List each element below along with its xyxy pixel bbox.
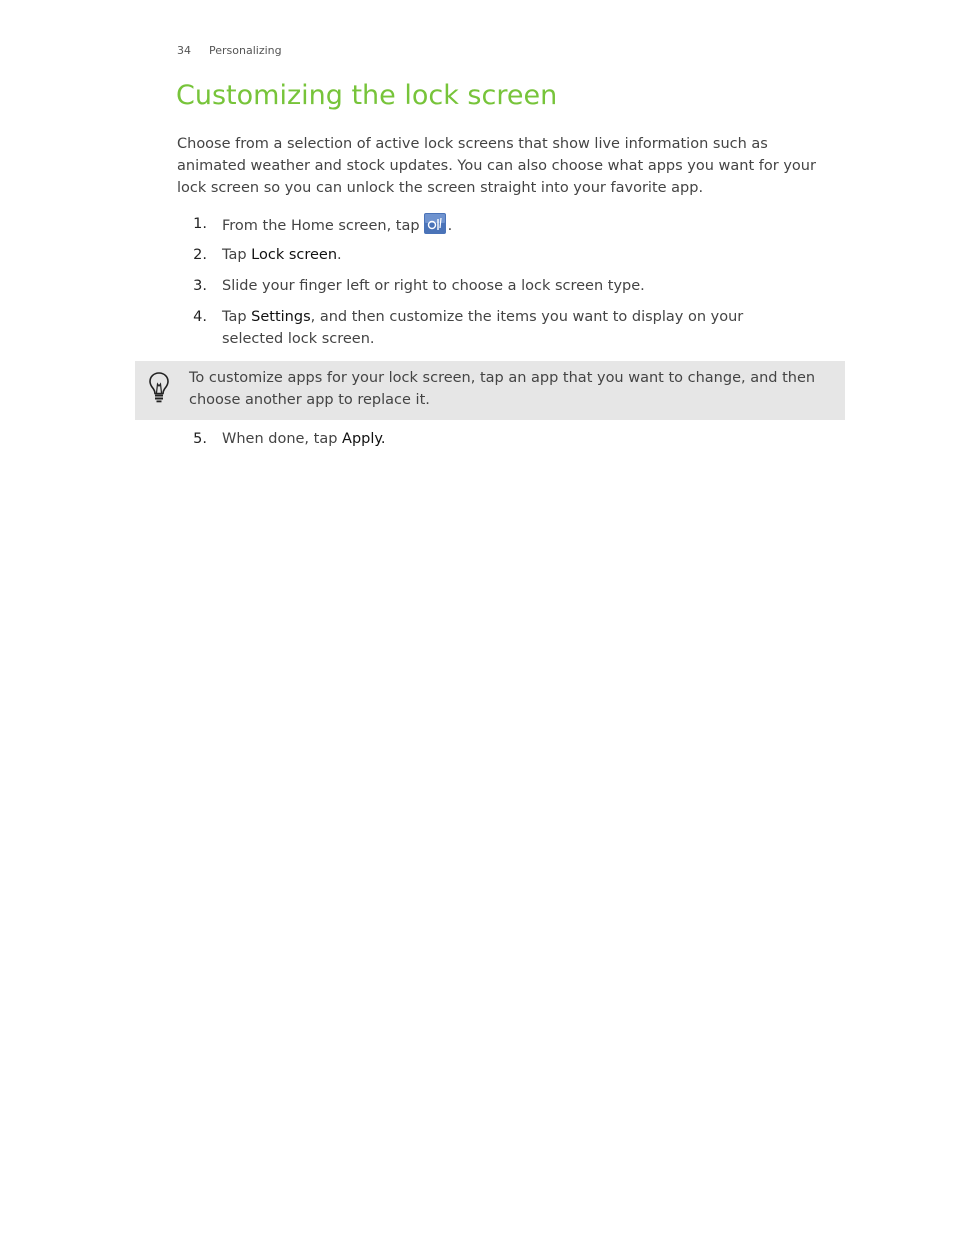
step-text-before: Tap: [222, 247, 247, 263]
step-text: Slide your finger left or right to choose a lock screen type.: [222, 278, 645, 294]
step-text: [222, 428, 797, 450]
page-title: Customizing the lock screen: [176, 80, 558, 111]
step-text-before: Tap: [222, 309, 247, 325]
lightbulb-icon: [148, 371, 170, 403]
settings-app-icon: [424, 213, 446, 234]
page-header: [177, 44, 282, 57]
step-number: 5.: [193, 431, 207, 447]
step-text-before: When done, tap: [222, 431, 338, 447]
step-text-before: From the Home screen, tap: [222, 218, 420, 234]
step-2: [177, 244, 797, 266]
step-text: [222, 213, 797, 237]
step-number: 2.: [193, 247, 207, 263]
ui-term-lock-screen: Lock screen: [251, 247, 338, 263]
step-1: [177, 213, 797, 237]
step-number: 1.: [193, 216, 207, 232]
step-number: 4.: [193, 309, 207, 325]
tip-box: [135, 361, 845, 420]
ui-term-apply: Apply.: [342, 431, 386, 447]
step-3: [177, 275, 797, 297]
intro-paragraph: Choose from a selection of active lock screens that show live information such as animated weather and stock updates. You can also choose what apps you want for your lock screen so you can unlock the screen straight into your favorite app.: [177, 136, 816, 196]
step-text: [222, 244, 797, 266]
step-number: 3.: [193, 278, 207, 294]
section-name: Personalizing: [209, 44, 282, 57]
tip-text: To customize apps for your lock screen, tap an app that you want to change, and then choose another app to replace it.: [189, 370, 816, 408]
step-text: [222, 306, 797, 350]
ui-term-settings: Settings: [251, 309, 311, 325]
step-4: [177, 306, 797, 350]
step-5: [177, 428, 797, 450]
step-text-after: .: [337, 247, 342, 263]
step-text-after: , and then customize the items you want to display on your selected lock screen.: [222, 309, 744, 347]
step-text-after: .: [447, 218, 453, 234]
page-number: 34: [177, 44, 191, 57]
